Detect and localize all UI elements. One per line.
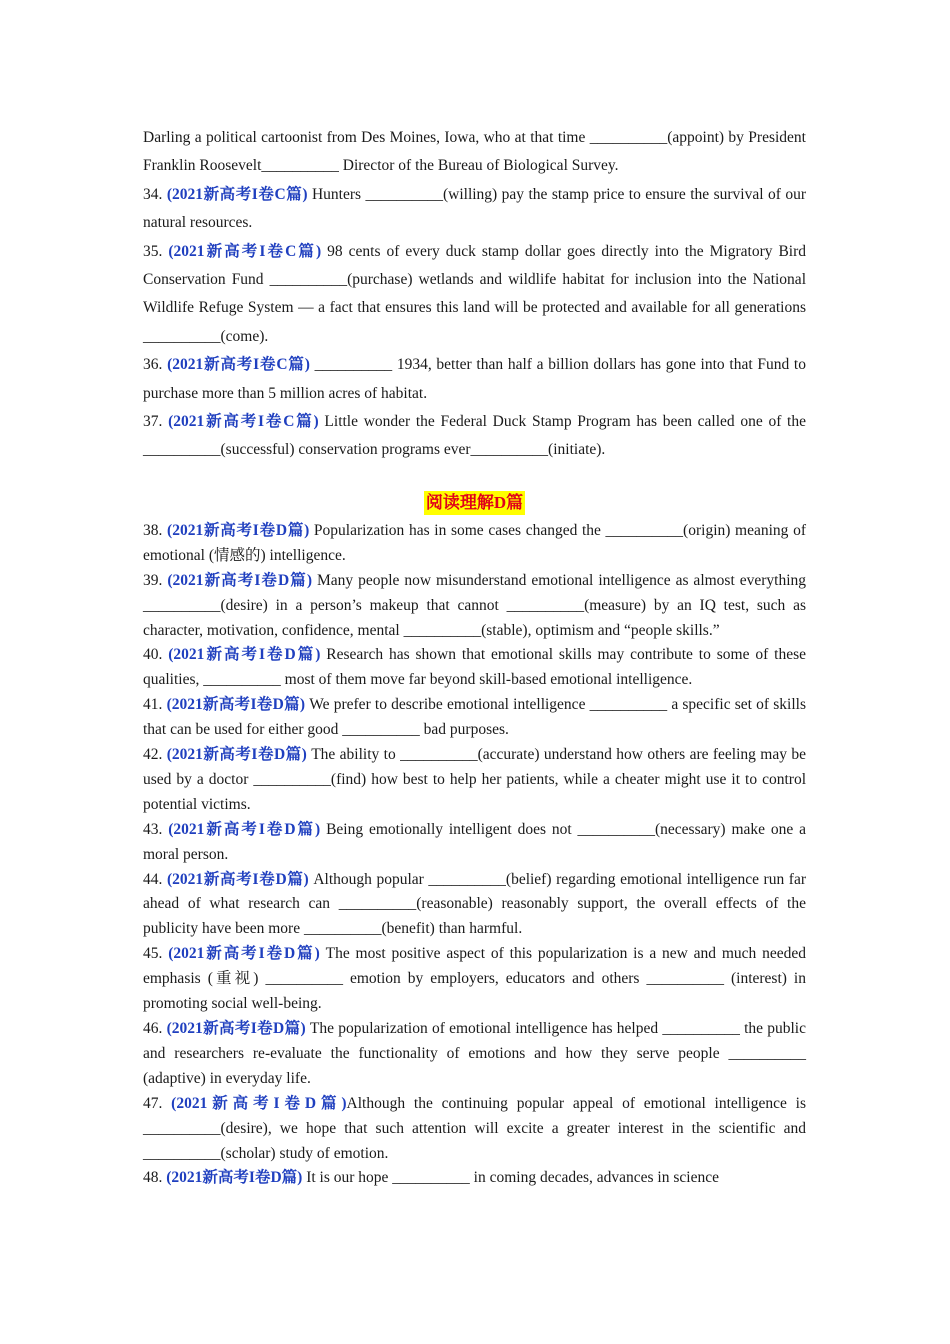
source-tag: (2021新高考I卷D篇): [167, 571, 313, 589]
question-number: 42.: [143, 746, 167, 764]
question-paragraph: [143, 408, 806, 465]
question-text: Although the continuing popular appeal of emotional intelligence is __________(desire), we hope that such attention will excite a greater interest in the scientific and __________(scholar) study of emotion.: [143, 1094, 806, 1162]
source-tag: (2021新高考I卷C篇): [168, 413, 319, 431]
question-text: Popularization has in some cases changed the __________(origin) meaning of emotional (情感的) intelligence.: [143, 521, 806, 564]
question-number: 37.: [143, 413, 169, 431]
question-number: 40.: [143, 646, 169, 664]
question-number: 39.: [143, 571, 168, 589]
question-paragraph: [143, 351, 806, 408]
source-tag: (2021新高考I卷D篇): [166, 1020, 306, 1037]
source-tag: (2021新高考I卷C篇): [166, 185, 308, 203]
source-tag: (2021新高考I卷C篇): [168, 242, 322, 260]
section-heading-wrap: [143, 491, 806, 517]
question-text: __________ 1934, better than half a billion dollars has gone into that Fund to purchase more than 5 million acres of habitat.: [143, 356, 806, 402]
question-number: 34.: [143, 185, 167, 203]
question-paragraph: [143, 569, 806, 644]
question-paragraph: [143, 1017, 806, 1092]
question-paragraph: [143, 1092, 806, 1167]
question-paragraph: [143, 743, 806, 818]
source-tag: (2021新高考I卷D篇): [166, 870, 309, 888]
question-number: 43.: [143, 820, 169, 838]
section-d: [143, 519, 806, 1191]
question-text: The most positive aspect of this popularization is a new and much needed emphasis (重视) __________ emotion by employers, educators and others __________ (interest) in promoting social well-being.: [143, 945, 807, 1013]
source-tag: (2021新高考I卷D篇): [166, 1169, 303, 1187]
question-text: We prefer to describe emotional intelligence __________ a specific set of skills that can be used for either good __________ bad purposes.: [143, 696, 806, 739]
question-paragraph: [143, 238, 806, 352]
question-number: 46.: [143, 1020, 167, 1037]
question-text: Little wonder the Federal Duck Stamp Program has been called one of the __________(successful) conservation programs ever__________(initiate).: [143, 413, 806, 459]
question-number: 38.: [143, 521, 168, 539]
question-text: Research has shown that emotional skills may contribute to some of these qualities, __________ most of them move far beyond skill-based emotional intelligence.: [143, 646, 806, 689]
question-number: 47.: [143, 1094, 172, 1112]
question-paragraph: [143, 818, 806, 868]
source-tag: (2021新高考I卷D篇): [168, 820, 321, 838]
question-text: The ability to __________(accurate) understand how others are feeling may be used by a doctor __________(find) how best to help her patients, while a cheater might use it to control potential victims.: [143, 746, 806, 813]
question-paragraph: [143, 942, 806, 1017]
document-page: [143, 124, 806, 1191]
question-text: Many people now misunderstand emotional intelligence as almost everything __________(desire) in a person’s makeup that cannot __________(measure) by an IQ test, such as character, motivation, confidence, mental __________(stable), optimism and “people skills.”: [143, 571, 807, 639]
source-tag: (2021新高考I卷C篇): [167, 356, 310, 374]
question-text: 98 cents of every duck stamp dollar goes directly into the Migratory Bird Conservation Fund __________(purchase) wetlands and wildlife habitat for inclusion into the National Wildlife Refuge System — a fact that ensures this land will be protected and available for all generations __________(come).: [143, 242, 807, 345]
question-paragraph: [143, 1166, 806, 1191]
question-text: Although popular __________(belief) regarding emotional intelligence run far ahead of what research can __________(reasonable) reasonably support, the overall effects of the publicity have been more __________(benefit) than harmful.: [143, 870, 806, 938]
source-tag: (2021新高考I卷D篇): [168, 646, 321, 664]
question-paragraph: [143, 519, 806, 569]
section-heading: 阅读理解D篇: [424, 491, 525, 515]
question-number: 44.: [143, 870, 167, 888]
question-paragraph: [143, 868, 806, 943]
question-text: Hunters __________(willing) pay the stamp price to ensure the survival of our natural resources.: [143, 185, 806, 232]
question-number: 48.: [143, 1169, 167, 1187]
question-text: The popularization of emotional intelligence has helped __________ the public and researchers re-evaluate the functionality of emotions and how they serve people __________ (adaptive) in everyday life.: [143, 1020, 806, 1087]
question-number: 45.: [143, 945, 169, 963]
source-tag: (2021新高考I卷D篇): [166, 746, 307, 764]
question-paragraph: [143, 643, 806, 693]
question-text: Darling a political cartoonist from Des Moines, Iowa, who at that time __________(appoint) by President Franklin Roosevelt__________ Director of the Bureau of Biological Survey.: [143, 129, 806, 175]
question-paragraph: [143, 124, 806, 181]
source-tag: (2021新高考I卷D篇): [166, 696, 306, 714]
source-tag: (2021新高考I卷D篇): [168, 945, 320, 963]
question-number: 41.: [143, 696, 167, 714]
question-number: 36.: [143, 356, 168, 374]
question-number: 35.: [143, 242, 169, 260]
question-paragraph: [143, 693, 806, 743]
question-paragraph: [143, 181, 806, 238]
question-text: Being emotionally intelligent does not __________(necessary) make one a moral person.: [143, 820, 806, 863]
question-text: It is our hope __________ in coming decades, advances in science: [302, 1169, 719, 1187]
source-tag: (2021新高考I卷D篇): [167, 521, 310, 539]
source-tag: (2021新高考I卷D篇): [171, 1094, 347, 1112]
section-c: [143, 124, 806, 465]
